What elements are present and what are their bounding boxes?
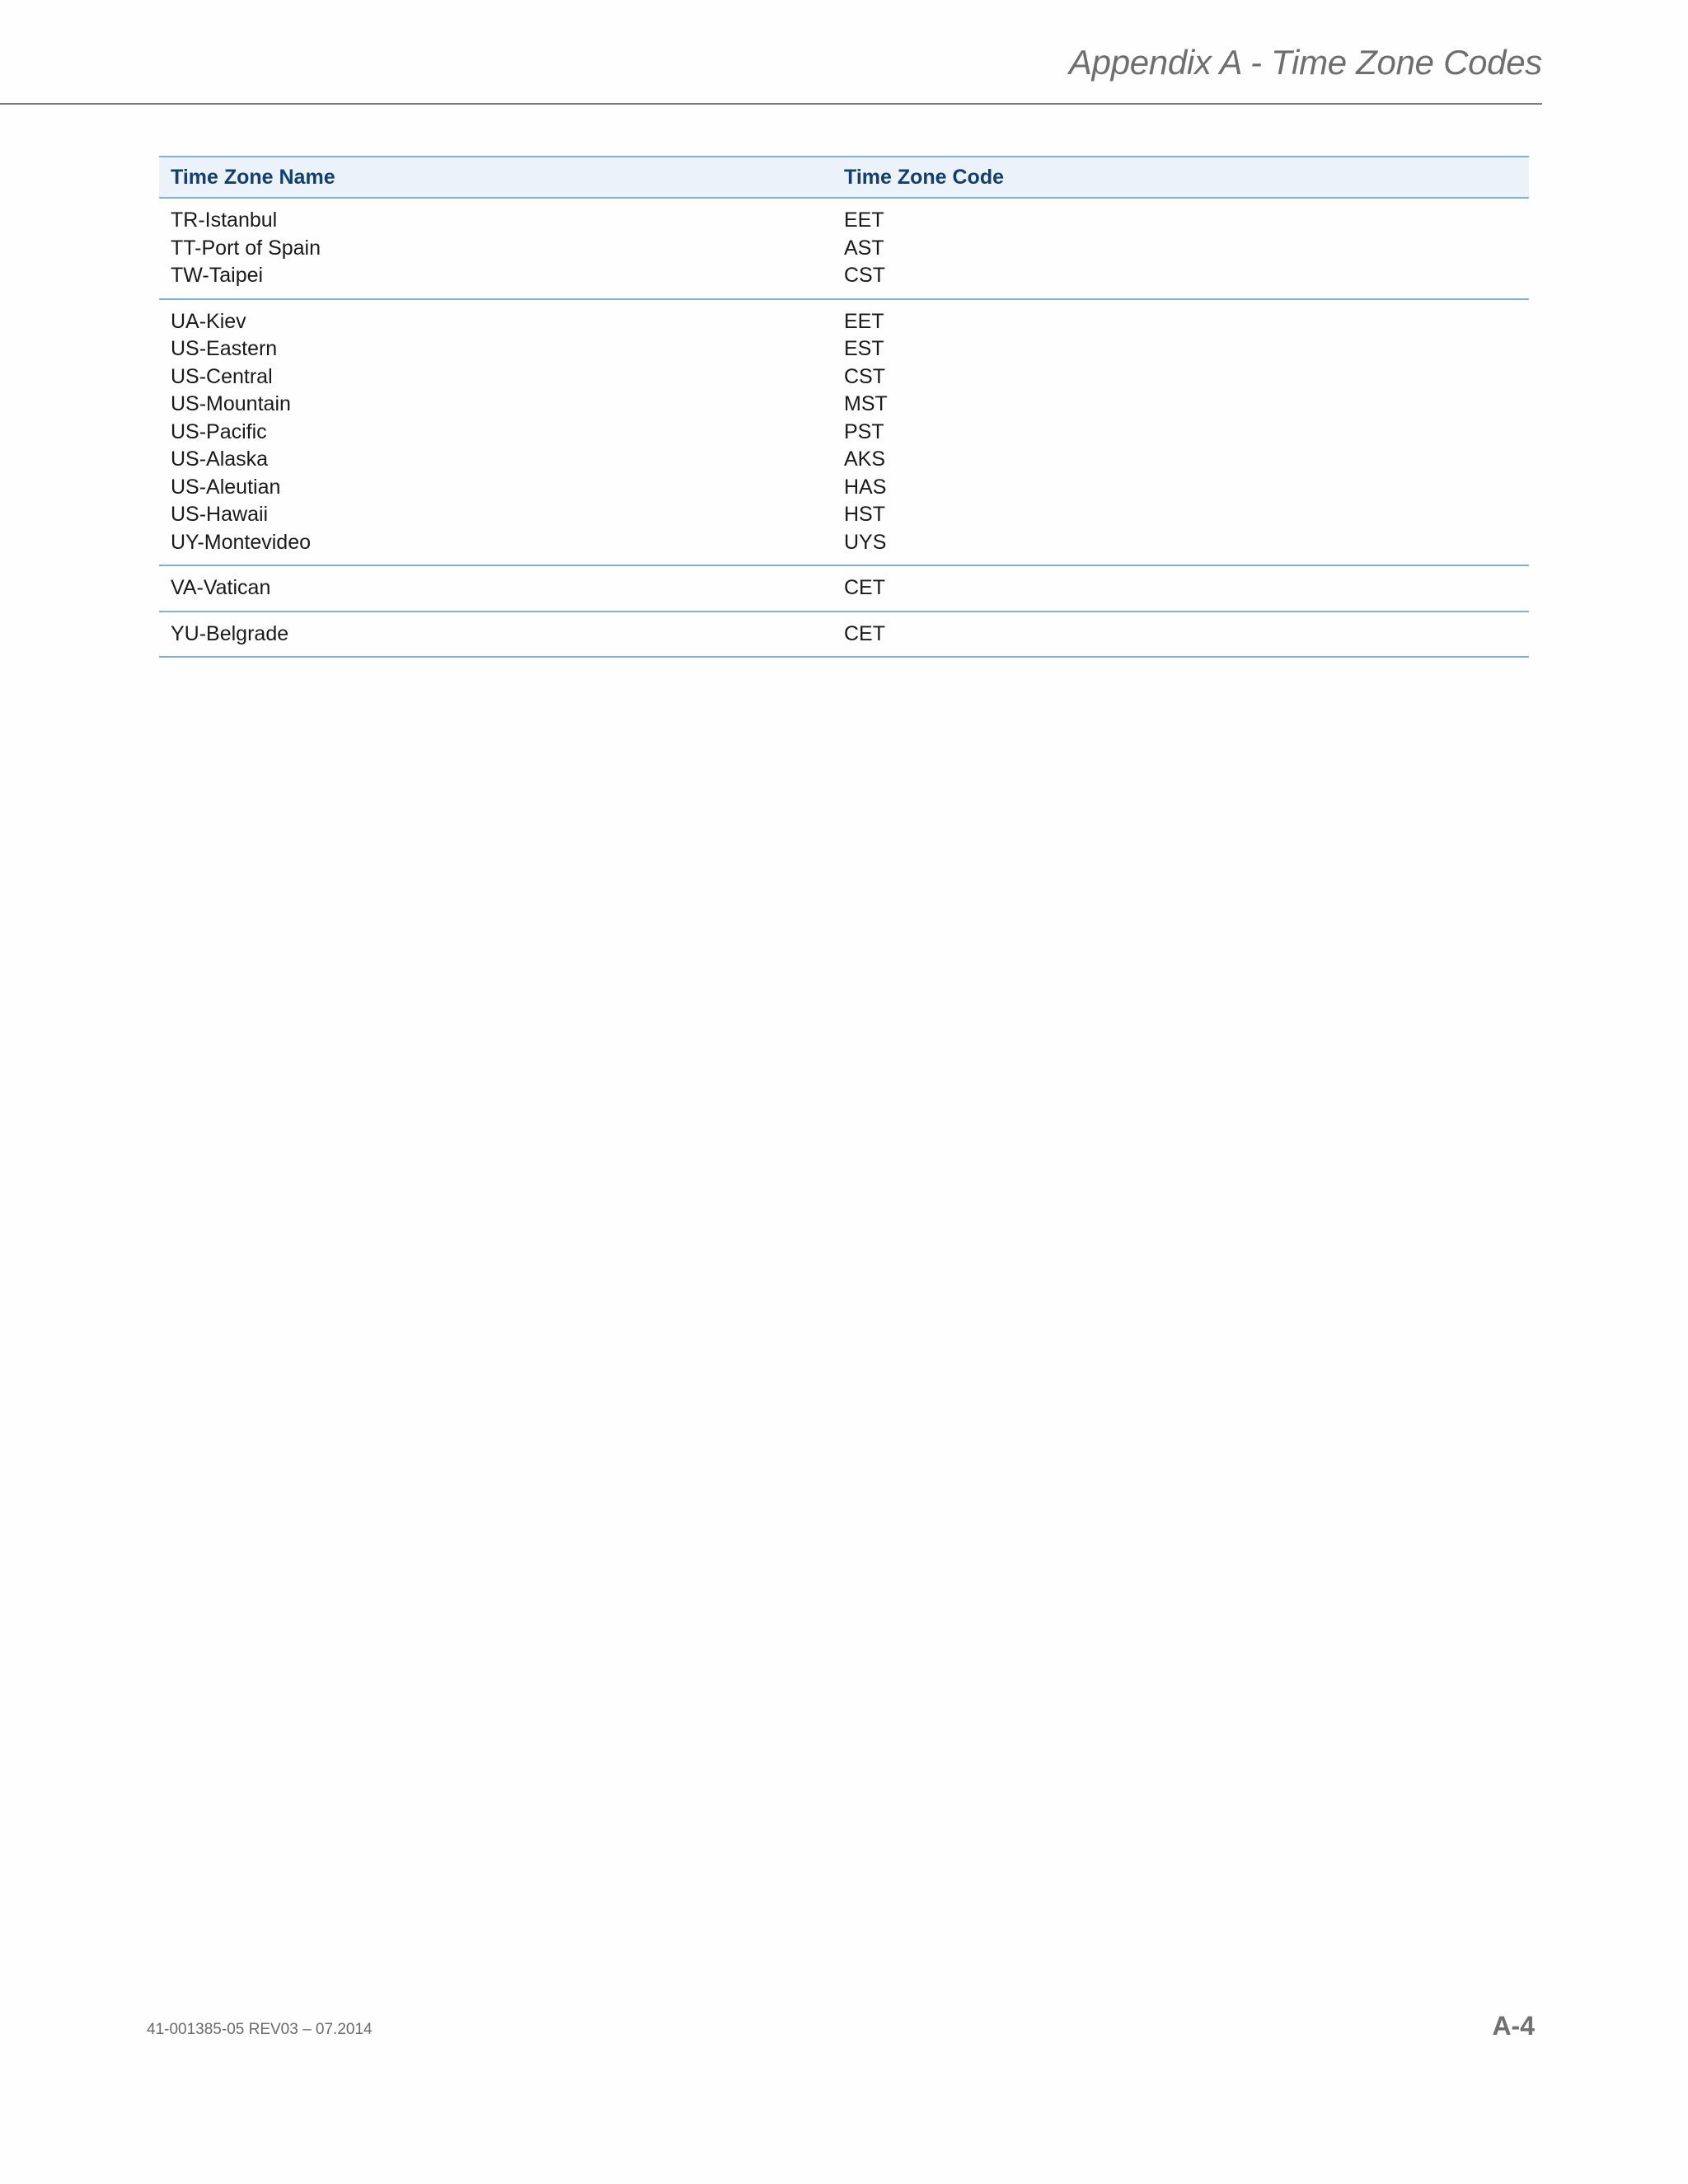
table-row [159,335,1529,363]
time-zone-name-cell: VA-Vatican [171,576,271,599]
time-zone-name-cell: US-Alaska [171,448,269,471]
table-row [159,363,1529,391]
time-zone-code-cell: PST [844,419,884,443]
table-row [159,529,1529,557]
table-row [159,308,1529,336]
table-row [159,419,1529,447]
time-zone-code-cell: HAS [844,475,887,499]
table-row-group [159,612,1529,658]
time-zone-code-cell: EET [844,209,884,232]
time-zone-code-cell: CET [844,576,885,599]
table-row [159,474,1529,502]
time-zone-name-cell: YU-Belgrade [171,621,289,645]
time-zone-code-cell: MST [844,392,888,415]
table-row-group [159,199,1529,300]
table-header-row [159,156,1529,199]
table-body [159,199,1529,658]
column-header-name: Time Zone Name [171,166,335,189]
time-zone-name-cell: UA-Kiev [171,309,246,333]
table-row [159,574,1529,602]
table-row [159,235,1529,263]
time-zone-name-cell: UY-Montevideo [171,530,312,554]
time-zone-name-cell: TW-Taipei [171,264,264,287]
footer-document-number: 41-001385-05 REV03 – 07.2014 [147,2021,373,2038]
time-zone-code-cell: EST [844,337,884,360]
time-zone-name-cell: US-Hawaii [171,503,269,526]
time-zone-code-cell: AST [844,236,884,260]
time-zone-name-cell: TR-Istanbul [171,209,278,232]
table-row [159,501,1529,529]
time-zone-code-cell: CST [844,264,885,287]
table-row [159,391,1529,419]
table-row [159,207,1529,235]
time-zone-code-cell: UYS [844,530,887,554]
time-zone-name-cell: US-Mountain [171,392,291,415]
page-header [0,0,1542,105]
column-header-code: Time Zone Code [844,166,1005,189]
time-zone-name-cell: US-Pacific [171,419,267,443]
time-zone-code-cell: EET [844,309,884,333]
time-zone-name-cell: TT-Port of Spain [171,236,321,260]
table-row [159,446,1529,474]
page-title: Appendix A - Time Zone Codes [1068,43,1542,82]
time-zone-name-cell: US-Central [171,364,273,388]
time-zone-code-cell: AKS [844,448,886,471]
footer-page-number: A-4 [1492,2011,1535,2041]
table-row-group [159,566,1529,612]
time-zone-code-cell: HST [844,503,885,526]
time-zone-code-cell: CST [844,364,885,388]
time-zone-name-cell: US-Aleutian [171,475,281,499]
table-row [159,262,1529,290]
table-row-group [159,300,1529,567]
time-zone-code-cell: CET [844,621,885,645]
time-zone-table [159,156,1529,658]
time-zone-name-cell: US-Eastern [171,337,278,360]
table-row [159,621,1529,649]
